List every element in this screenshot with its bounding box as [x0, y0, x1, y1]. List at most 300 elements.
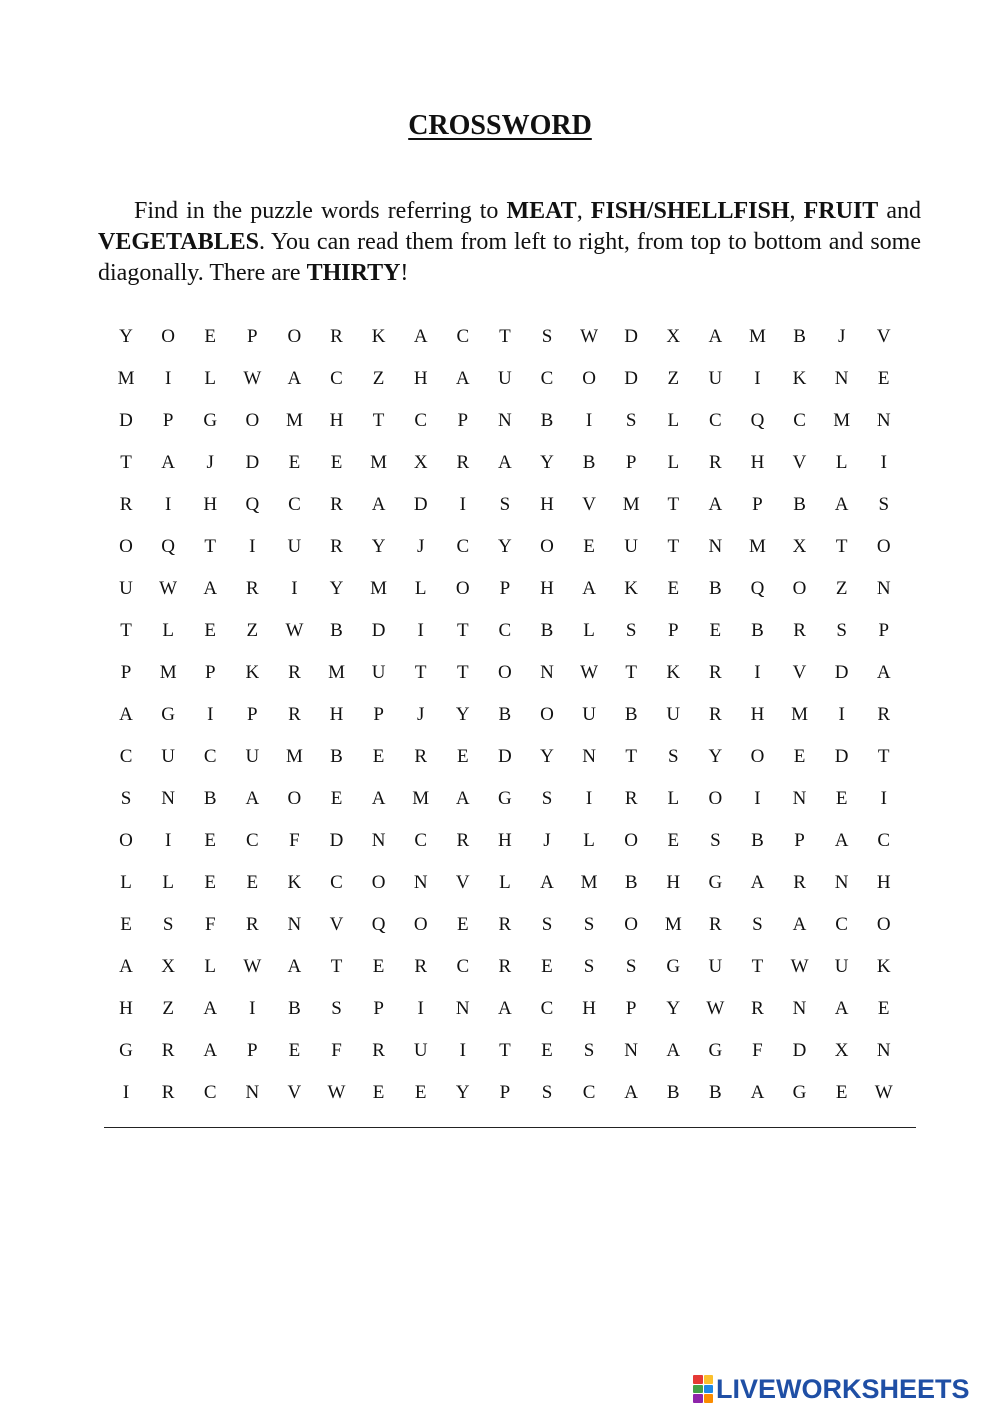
grid-letter: W: [874, 1082, 893, 1103]
grid-letter: T: [414, 662, 427, 683]
instructions-bold-fish: FISH/SHELLFISH: [590, 198, 790, 224]
brand-name: LIVEWORKSHEETS: [716, 1373, 970, 1404]
grid-letter: T: [330, 956, 343, 977]
grid-letter: C: [540, 368, 554, 389]
grid-letter: S: [667, 746, 679, 767]
grid-letter: Y: [329, 578, 344, 599]
grid-letter: A: [287, 956, 302, 977]
grid-letter: I: [122, 1082, 130, 1103]
instructions-bold-thirty: THIRTY: [306, 260, 401, 286]
grid-letter: U: [582, 704, 596, 725]
grid-letter: C: [582, 1082, 596, 1103]
grid-letter: I: [459, 494, 466, 515]
grid-row: [105, 820, 915, 862]
grid-letter: B: [709, 578, 722, 599]
bottom-divider: [104, 1127, 916, 1128]
page-title: CROSSWORD: [408, 110, 592, 141]
grid-letter: H: [540, 578, 554, 599]
grid-letter: A: [119, 956, 133, 977]
grid-letter: R: [330, 494, 343, 515]
grid-letter: U: [834, 956, 849, 977]
grid-letter: A: [203, 1040, 218, 1061]
grid-letter: T: [456, 662, 469, 683]
grid-letter: X: [834, 1040, 849, 1061]
grid-letter: H: [498, 830, 512, 851]
grid-letter: L: [583, 620, 595, 641]
grid-letter: C: [456, 326, 470, 347]
grid-letter: E: [667, 830, 680, 851]
grid-letter: S: [541, 788, 553, 809]
grid-letter: D: [834, 746, 849, 767]
instructions-bold-vegetables: VEGETABLES: [98, 229, 259, 255]
grid-letter: E: [372, 1082, 385, 1103]
grid-letter: B: [330, 620, 343, 641]
grid-letter: L: [667, 788, 680, 809]
grid-letter: E: [456, 746, 469, 767]
grid-letter: C: [245, 830, 259, 851]
grid-letter: U: [413, 1040, 428, 1061]
grid-letter: O: [582, 368, 596, 389]
grid-letter: G: [498, 788, 512, 809]
grid-letter: V: [792, 452, 807, 473]
grid-letter: B: [793, 326, 806, 347]
grid-letter: N: [287, 914, 302, 935]
grid-letter: A: [203, 578, 218, 599]
grid-letter: S: [331, 998, 342, 1019]
grid-letter: H: [876, 872, 891, 893]
grid-letter: S: [836, 620, 847, 641]
grid-letter: P: [247, 326, 258, 347]
grid-letter: E: [288, 1040, 301, 1061]
grid-letter: A: [371, 788, 386, 809]
grid-letter: O: [750, 746, 765, 767]
grid-letter: U: [708, 956, 723, 977]
grid-letter: B: [751, 620, 764, 641]
grid-letter: D: [329, 830, 344, 851]
grid-letter: K: [624, 578, 639, 599]
grid-letter: D: [624, 326, 639, 347]
grid-letter: X: [792, 536, 807, 557]
grid-letter: N: [792, 788, 807, 809]
grid-letter: R: [330, 536, 343, 557]
grid-letter: G: [666, 956, 681, 977]
grid-letter: Y: [708, 746, 723, 767]
grid-letter: W: [243, 956, 262, 977]
grid-letter: S: [625, 956, 637, 977]
grid-letter: R: [245, 578, 259, 599]
brand-footer: [693, 1374, 970, 1404]
grid-letter: B: [203, 788, 217, 809]
grid-letter: R: [709, 452, 722, 473]
grid-letter: Q: [371, 914, 386, 935]
grid-letter: C: [793, 410, 806, 431]
grid-letter: B: [624, 704, 638, 725]
grid-row: [105, 736, 915, 778]
grid-letter: R: [709, 704, 722, 725]
grid-letter: L: [499, 872, 511, 893]
grid-row: [105, 358, 915, 400]
grid-letter: Y: [540, 452, 554, 473]
grid-letter: A: [834, 998, 849, 1019]
grid-letter: O: [119, 536, 133, 557]
grid-letter: C: [203, 746, 217, 767]
grid-letter: K: [287, 872, 302, 893]
grid-letter: Y: [455, 1082, 470, 1103]
grid-letter: I: [880, 452, 887, 473]
grid-letter: A: [540, 872, 554, 893]
grid-letter: I: [585, 410, 593, 431]
grid-letter: T: [499, 1040, 511, 1061]
grid-letter: O: [245, 410, 260, 431]
grid-letter: A: [750, 872, 765, 893]
grid-letter: Z: [162, 998, 174, 1019]
grid-letter: M: [370, 578, 388, 599]
grid-row: [105, 904, 915, 946]
grid-letter: A: [834, 494, 849, 515]
grid-letter: I: [164, 494, 172, 515]
grid-letter: B: [793, 494, 806, 515]
grid-letter: F: [331, 1040, 342, 1061]
grid-letter: J: [543, 830, 551, 851]
grid-letter: A: [119, 704, 133, 725]
grid-letter: H: [329, 704, 344, 725]
grid-letter: I: [838, 704, 845, 725]
grid-letter: C: [456, 536, 470, 557]
grid-letter: N: [624, 1040, 639, 1061]
grid-letter: U: [624, 536, 639, 557]
grid-letter: N: [708, 536, 723, 557]
grid-letter: P: [625, 998, 637, 1019]
grid-letter: X: [413, 452, 428, 473]
grid-letter: R: [877, 704, 891, 725]
grid-letter: C: [498, 620, 512, 641]
instructions-text-4: and: [878, 198, 922, 224]
grid-letter: L: [667, 410, 680, 431]
grid-letter: D: [624, 368, 639, 389]
grid-letter: W: [790, 956, 809, 977]
grid-letter: I: [249, 998, 256, 1019]
grid-letter: C: [835, 914, 848, 935]
grid-letter: M: [159, 662, 177, 683]
instructions-text-2: ,: [576, 198, 591, 224]
word-search-grid: [105, 316, 915, 1114]
grid-letter: G: [792, 1082, 807, 1103]
grid-letter: O: [498, 662, 512, 683]
grid-letter: M: [412, 788, 430, 809]
grid-letter: W: [243, 368, 262, 389]
grid-letter: I: [459, 1040, 466, 1061]
grid-letter: W: [580, 662, 599, 683]
grid-letter: K: [792, 368, 807, 389]
grid-letter: Y: [371, 536, 386, 557]
grid-letter: R: [330, 326, 343, 347]
grid-letter: S: [625, 620, 637, 641]
grid-letter: I: [880, 788, 887, 809]
grid-letter: B: [330, 746, 343, 767]
grid-letter: M: [664, 914, 682, 935]
grid-letter: P: [457, 410, 469, 431]
grid-row: [105, 1072, 915, 1114]
grid-letter: S: [541, 1082, 553, 1103]
grid-letter: G: [119, 1040, 133, 1061]
grid-letter: D: [834, 662, 849, 683]
grid-letter: I: [417, 998, 424, 1019]
grid-letter: Y: [119, 326, 133, 347]
grid-letter: E: [877, 368, 890, 389]
grid-letter: L: [204, 368, 217, 389]
grid-letter: N: [876, 578, 891, 599]
grid-letter: O: [161, 326, 175, 347]
grid-letter: L: [414, 578, 427, 599]
grid-letter: R: [456, 830, 470, 851]
grid-letter: R: [245, 914, 259, 935]
grid-letter: E: [583, 536, 595, 557]
grid-letter: T: [751, 956, 764, 977]
grid-row: [105, 484, 915, 526]
grid-letter: L: [204, 956, 217, 977]
grid-letter: B: [624, 872, 638, 893]
grid-letter: U: [245, 746, 260, 767]
grid-letter: O: [371, 872, 386, 893]
grid-letter: W: [327, 1082, 346, 1103]
instructions-text-1: Find in the puzzle words referring to: [134, 198, 507, 224]
grid-letter: N: [245, 1082, 260, 1103]
grid-letter: W: [285, 620, 304, 641]
grid-letter: I: [585, 788, 593, 809]
grid-letter: O: [413, 914, 428, 935]
grid-letter: Z: [667, 368, 680, 389]
grid-letter: M: [791, 704, 808, 725]
grid-letter: D: [371, 620, 386, 641]
grid-letter: N: [876, 410, 891, 431]
grid-letter: S: [878, 494, 890, 515]
grid-letter: Q: [750, 578, 765, 599]
grid-letter: J: [417, 536, 425, 557]
grid-letter: P: [752, 494, 763, 515]
grid-letter: J: [206, 452, 214, 473]
grid-letter: U: [119, 578, 133, 599]
grid-letter: H: [203, 494, 218, 515]
grid-letter: S: [120, 788, 132, 809]
grid-letter: E: [204, 620, 217, 641]
grid-letter: A: [371, 494, 386, 515]
grid-letter: I: [417, 620, 424, 641]
grid-letter: S: [499, 494, 511, 515]
grid-letter: A: [750, 1082, 765, 1103]
grid-letter: H: [750, 704, 765, 725]
grid-letter: M: [285, 746, 303, 767]
grid-letter: G: [161, 704, 175, 725]
grid-letter: K: [245, 662, 260, 683]
grid-letter: O: [624, 914, 639, 935]
grid-row: [105, 862, 915, 904]
grid-letter: E: [330, 788, 343, 809]
grid-letter: G: [203, 410, 218, 431]
grid-letter: N: [792, 998, 807, 1019]
grid-letter: T: [120, 620, 132, 641]
grid-letter: E: [793, 746, 806, 767]
grid-letter: A: [498, 452, 512, 473]
grid-letter: S: [162, 914, 174, 935]
grid-letter: M: [370, 452, 388, 473]
grid-letter: R: [709, 914, 722, 935]
grid-letter: D: [245, 452, 260, 473]
grid-letter: C: [540, 998, 554, 1019]
grid-letter: C: [709, 410, 722, 431]
grid-letter: E: [246, 872, 259, 893]
grid-letter: T: [667, 536, 680, 557]
grid-letter: F: [204, 914, 216, 935]
grid-letter: T: [372, 410, 385, 431]
grid-letter: Y: [540, 746, 554, 767]
grid-letter: B: [288, 998, 301, 1019]
grid-letter: Q: [750, 410, 765, 431]
grid-letter: D: [413, 494, 428, 515]
grid-letter: X: [161, 956, 175, 977]
grid-letter: E: [330, 452, 343, 473]
grid-letter: B: [582, 452, 596, 473]
grid-letter: S: [625, 410, 637, 431]
grid-letter: Z: [372, 368, 385, 389]
grid-letter: R: [288, 662, 301, 683]
grid-letter: A: [708, 326, 723, 347]
grid-letter: B: [751, 830, 764, 851]
grid-letter: P: [499, 1082, 511, 1103]
grid-letter: W: [159, 578, 178, 599]
grid-letter: P: [120, 662, 132, 683]
grid-letter: U: [371, 662, 386, 683]
grid-letter: H: [119, 998, 133, 1019]
grid-letter: M: [749, 536, 766, 557]
grid-letter: E: [414, 1082, 427, 1103]
grid-letter: A: [455, 368, 470, 389]
grid-letter: E: [877, 998, 890, 1019]
grid-row: [105, 988, 915, 1030]
grid-letter: C: [119, 746, 133, 767]
grid-letter: A: [708, 494, 723, 515]
grid-row: [105, 946, 915, 988]
grid-letter: A: [498, 998, 512, 1019]
grid-letter: U: [708, 368, 723, 389]
grid-letter: U: [287, 536, 302, 557]
grid-letter: C: [456, 956, 470, 977]
grid-letter: P: [247, 1040, 258, 1061]
grid-letter: E: [667, 578, 680, 599]
grid-letter: O: [876, 914, 891, 935]
grid-letter: E: [288, 452, 301, 473]
grid-letter: I: [754, 662, 761, 683]
grid-letter: E: [204, 830, 217, 851]
grid-row: [105, 652, 915, 694]
grid-letter: R: [498, 914, 512, 935]
grid-letter: T: [877, 746, 890, 767]
grid-letter: C: [877, 830, 891, 851]
liveworksheets-logo-icon: [693, 1375, 713, 1403]
grid-letter: O: [540, 536, 554, 557]
grid-letter: E: [835, 788, 848, 809]
grid-letter: V: [876, 326, 891, 347]
grid-letter: N: [413, 872, 428, 893]
grid-letter: A: [287, 368, 302, 389]
grid-letter: P: [247, 704, 258, 725]
grid-letter: S: [583, 914, 595, 935]
instructions-bold-fruit: FRUIT: [803, 198, 879, 224]
grid-letter: R: [414, 746, 428, 767]
grid-letter: A: [792, 914, 807, 935]
grid-letter: R: [161, 1040, 175, 1061]
grid-letter: B: [709, 1082, 722, 1103]
grid-letter: Q: [161, 536, 175, 557]
instructions-bold-meat: MEAT: [506, 198, 577, 224]
grid-letter: O: [455, 578, 470, 599]
grid-letter: M: [749, 326, 766, 347]
grid-letter: B: [540, 620, 554, 641]
grid-letter: K: [371, 326, 386, 347]
grid-row: [105, 526, 915, 568]
grid-letter: E: [456, 914, 469, 935]
grid-letter: O: [540, 704, 554, 725]
grid-letter: H: [329, 410, 344, 431]
grid-letter: A: [624, 1082, 639, 1103]
grid-letter: C: [330, 368, 343, 389]
grid-letter: C: [330, 872, 343, 893]
grid-letter: P: [878, 620, 890, 641]
grid-row: [105, 778, 915, 820]
grid-letter: V: [455, 872, 470, 893]
grid-letter: D: [498, 746, 512, 767]
grid-letter: J: [837, 326, 846, 347]
grid-letter: H: [540, 494, 554, 515]
grid-letter: N: [371, 830, 386, 851]
grid-letter: I: [754, 368, 761, 389]
grid-letter: S: [583, 1040, 595, 1061]
grid-letter: T: [120, 452, 132, 473]
grid-letter: R: [288, 704, 301, 725]
grid-letter: B: [498, 704, 512, 725]
grid-letter: X: [666, 326, 681, 347]
grid-letter: E: [835, 1082, 848, 1103]
grid-letter: V: [329, 914, 344, 935]
grid-letter: V: [792, 662, 807, 683]
grid-letter: E: [372, 956, 385, 977]
grid-letter: O: [119, 830, 133, 851]
grid-letter: A: [666, 1040, 681, 1061]
grid-letter: F: [289, 830, 300, 851]
grid-letter: R: [161, 1082, 175, 1103]
grid-letter: K: [666, 662, 681, 683]
grid-letter: C: [414, 410, 428, 431]
grid-letter: G: [708, 1040, 723, 1061]
grid-letter: R: [793, 620, 806, 641]
grid-letter: O: [287, 788, 302, 809]
grid-letter: M: [580, 872, 598, 893]
grid-letter: S: [583, 956, 595, 977]
grid-letter: A: [455, 788, 470, 809]
grid-letter: Z: [246, 620, 259, 641]
grid-letter: P: [499, 578, 511, 599]
grid-letter: S: [541, 326, 553, 347]
grid-letter: O: [624, 830, 639, 851]
grid-letter: U: [498, 368, 512, 389]
grid-letter: M: [622, 494, 640, 515]
grid-letter: I: [207, 704, 214, 725]
grid-letter: M: [833, 410, 851, 431]
grid-letter: N: [455, 998, 470, 1019]
grid-letter: O: [876, 536, 891, 557]
grid-row: [105, 316, 915, 358]
grid-letter: S: [752, 914, 763, 935]
grid-letter: O: [708, 788, 723, 809]
